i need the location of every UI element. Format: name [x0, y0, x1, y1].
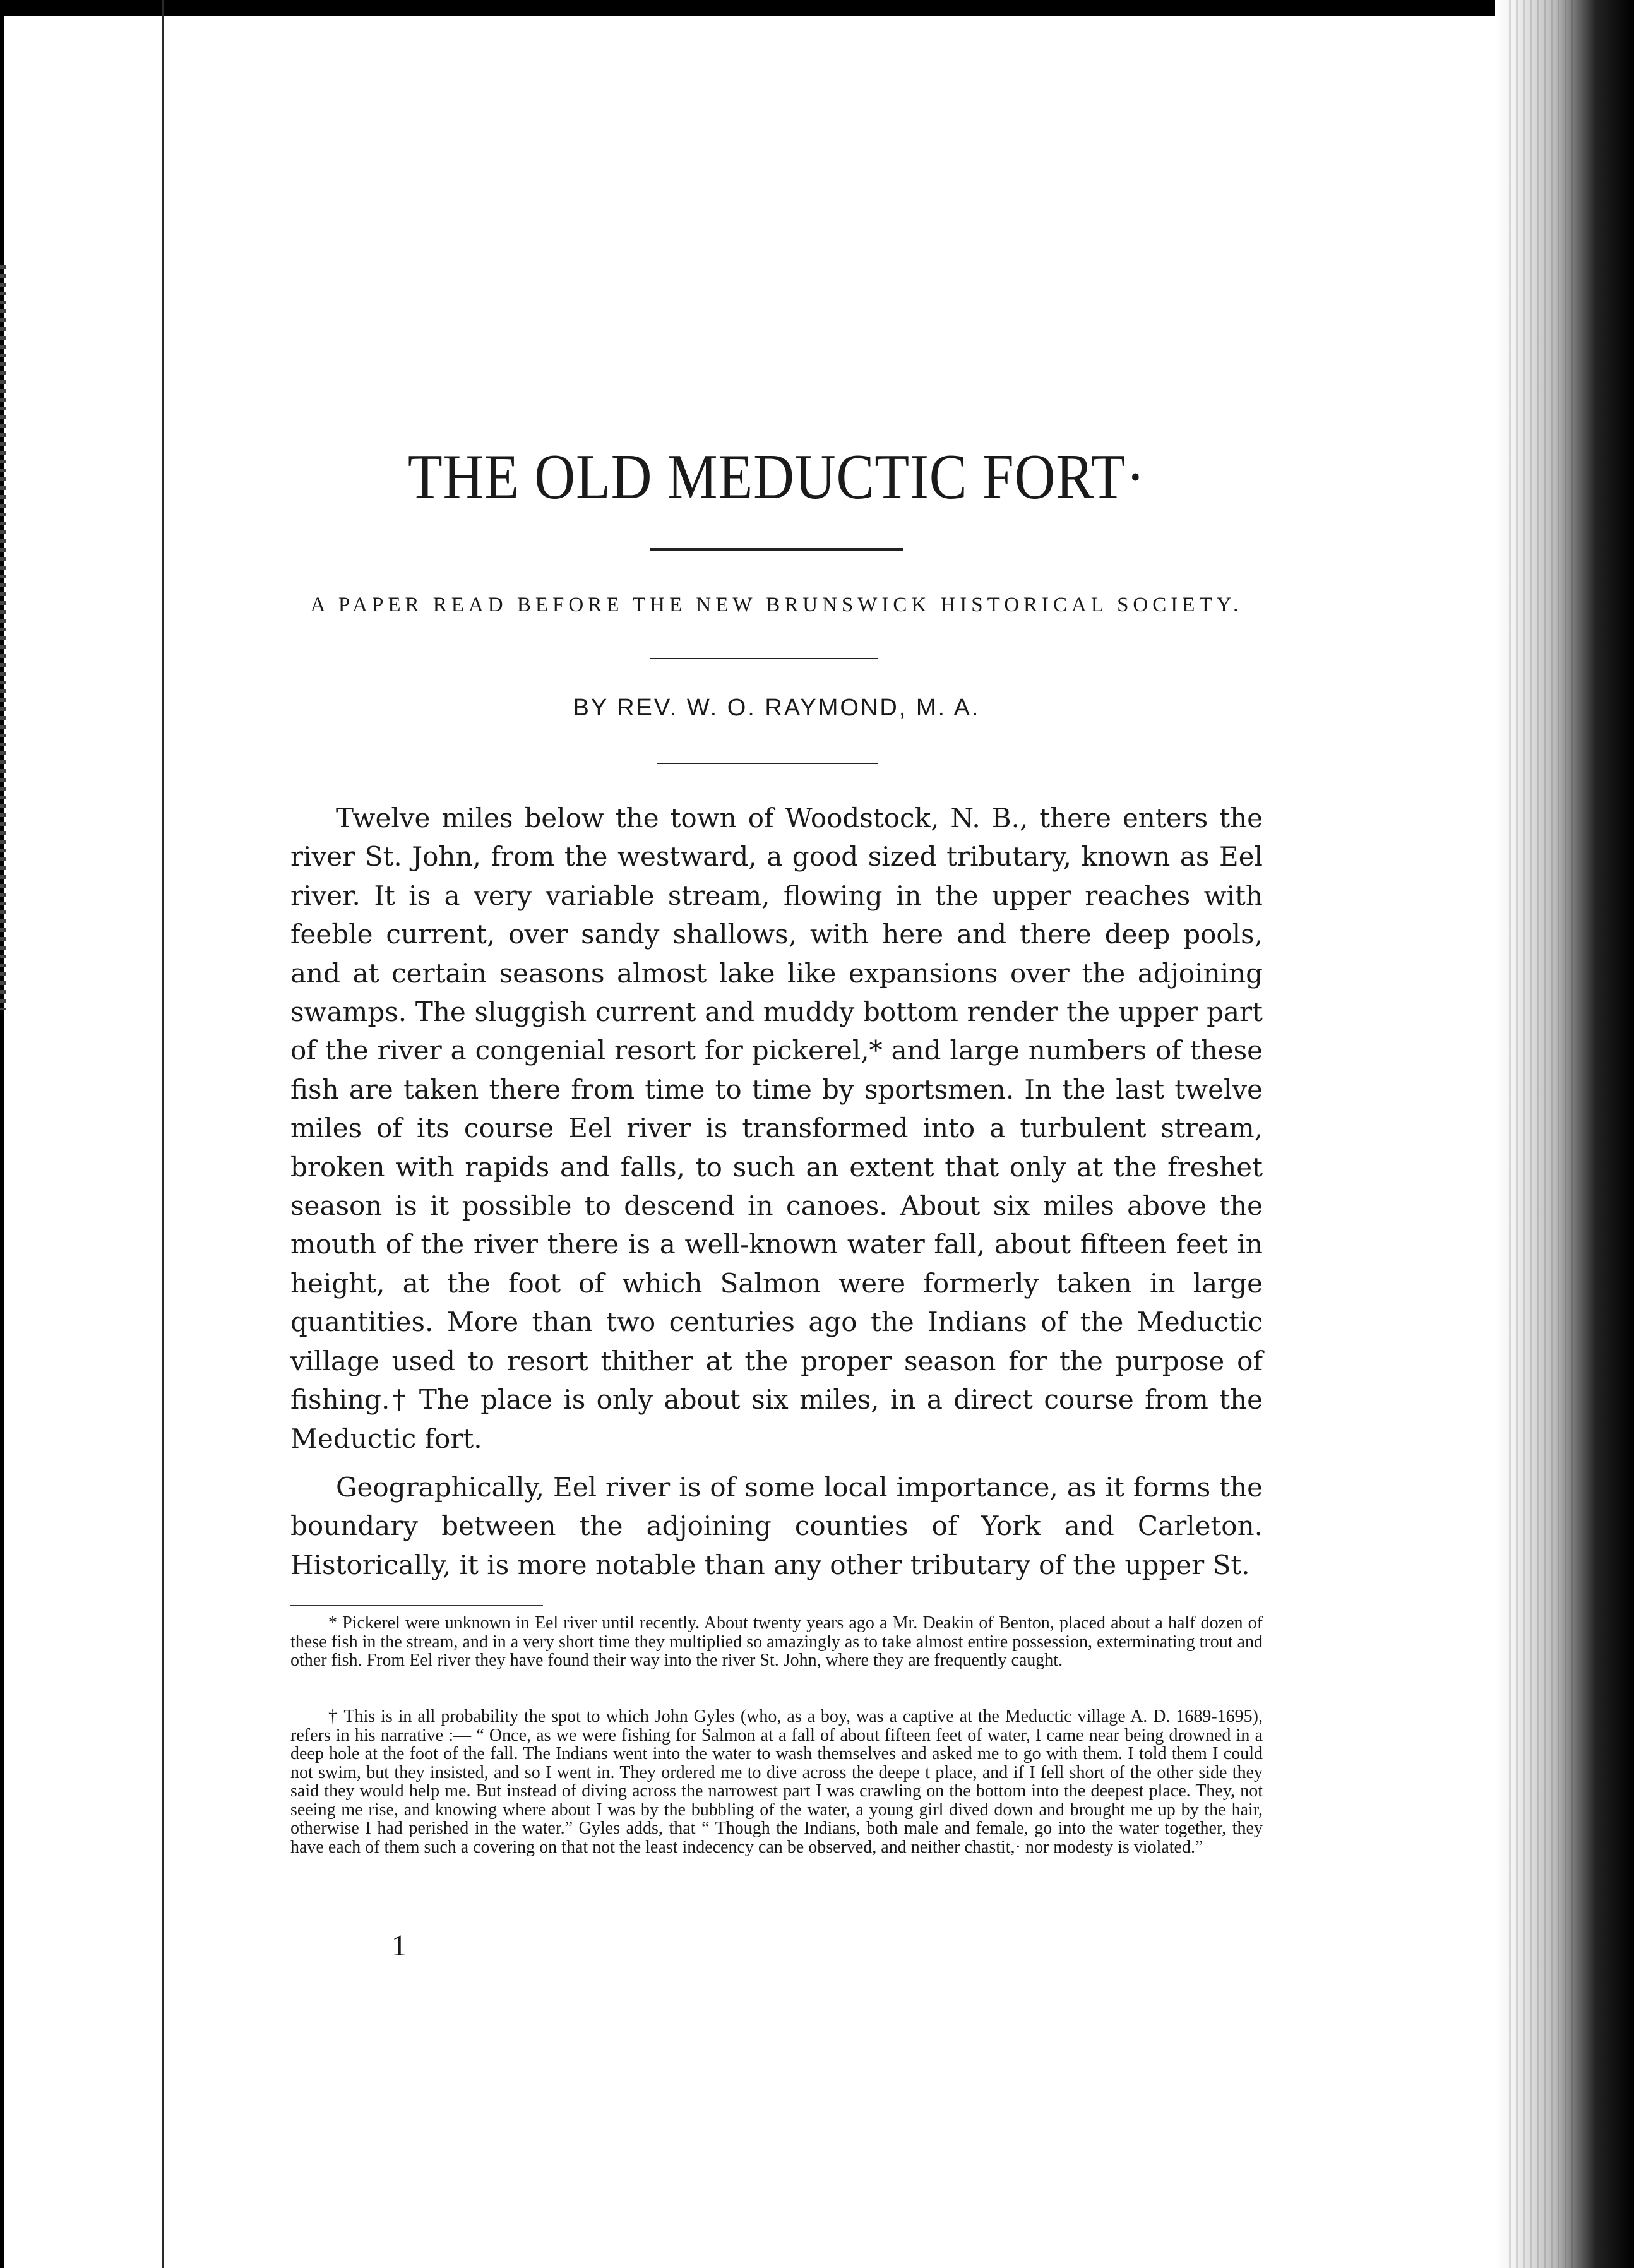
body-paragraph-2: Geographically, Eel river is of some local importance, as it forms the boundary between the adjoining counties of York and Carleton. Historically, it is more notable than any other tributary of the upper St.	[290, 1472, 1263, 1580]
facing-page-edge	[0, 265, 6, 1010]
page-number: 1	[391, 1929, 407, 1962]
document-page	[290, 0, 1263, 2268]
footnote-divider	[290, 1605, 543, 1606]
title-divider	[650, 548, 903, 551]
document-title: THE OLD MEDUCTIC FORT·	[407, 441, 1146, 513]
document-subtitle: A PAPER READ BEFORE THE NEW BRUNSWICK HISTORICAL SOCIETY.	[310, 594, 1243, 616]
author-byline: BY REV. W. O. RAYMOND, M. A.	[573, 695, 981, 721]
footnote-1: * Pickerel were unknown in Eel river until recently. About twenty years ago a Mr. Deakin of Benton, placed about a half dozen of these fish in the stream, and in a very short time they multiplied so amazingly as to take almost entire possession, exterminating trout and other fish. From Eel river they have found their way into the river St. John, where they are frequently caught.	[290, 1613, 1263, 1670]
footnote-2: † This is in all probability the spot to which John Gyles (who, as a boy, was a captive at the Meductic village A. D. 1689-1695), refers in his narrative :— “ Once, as we were fishing for Salmon at a fall of about fifteen feet of water, I came near being drowned in a deep hole at the foot of the fall. The Indians went into the water to wash themselves and asked me to go with them. I told them I could not swim, but they insisted, and so I went in. They ordered me to dive across the deepe t place, and if I fell short of the other side they said they would help me. But instead of diving across the narrowest part I was crawling on the bottom into the deepest place. They, not seeing me rise, and knowing where about I was by the bubbling of the water, a young girl dived down and brought me up by the hair, otherwise I had perished in the water.” Gyles adds, that “ Though the Indians, both male and female, go into the water together, they have each of them such a covering on that not the least indecency can be observed, and neither chastit,· nor modesty is violated.”	[290, 1707, 1263, 1857]
body-paragraph-1: Twelve miles below the town of Woodstock, N. B., there enters the river St. John, from the westward, a good sized tributary, known as Eel river. It is a very variable stream, flowing in the upper reaches with feeble current, over sandy shallows, with here and there deep pools, and at certain seasons almost lake like expansions over the adjoining swamps. The sluggish current and muddy bottom render the upper part of the river a congenial resort for pickerel,* and large numbers of these fish are taken there from time to time by sportsmen. In the last twelve miles of its course Eel river is transformed into a turbulent stream, broken with rapids and falls, to such an extent that only at the freshet season is it possible to descend in canoes. About six miles above the mouth of the river there is a well-known water fall, about fifteen feet in height, at the foot of which Salmon were formerly taken in large quantities. More than two centuries ago the Indians of the Meductic village used to resort thither at the proper season for the purpose of fishing.† The place is only about six miles, in a direct course from the Meductic fort.	[290, 803, 1263, 1454]
page-gutter-line	[162, 0, 164, 2268]
author-divider	[657, 763, 878, 764]
page-stack-stripes	[1509, 0, 1578, 2268]
subtitle-divider	[650, 658, 878, 659]
